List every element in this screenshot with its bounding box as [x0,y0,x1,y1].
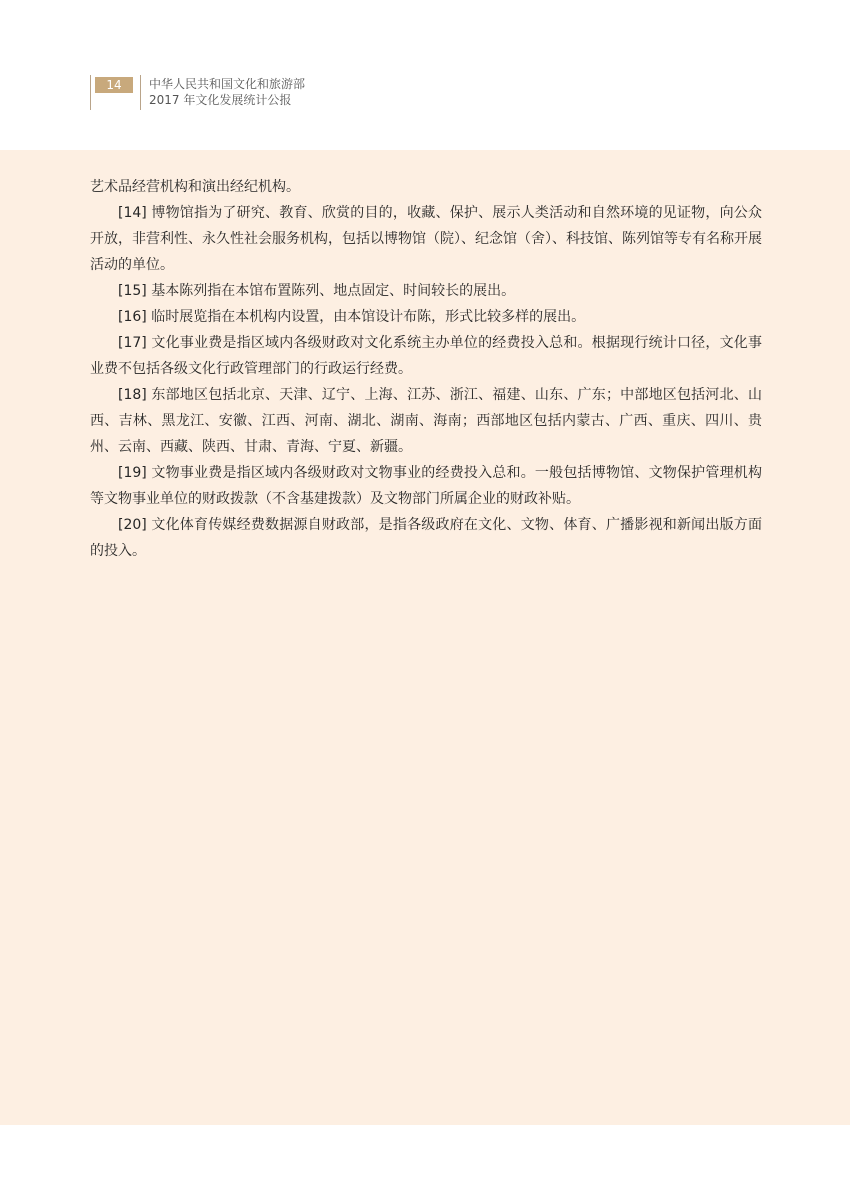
page-number-badge: 14 [95,77,133,93]
notes-text-body [90,174,762,564]
note-continuation: 艺术品经营机构和演出经纪机构。 [90,179,300,195]
note-16-temporary-exhibition: [16] 临时展览指在本机构内设置，由本馆设计布陈，形式比较多样的展出。 [118,309,586,325]
header-divider-left [90,75,91,110]
note-15-basic-exhibition: [15] 基本陈列指在本馆布置陈列、地点固定、时间较长的展出。 [118,283,516,299]
note-19-cultural-relics-expenditure: [19] 文物事业费是指区域内各级财政对文物事业的经费投入总和。一般包括博物馆、文物保护管理机构等文物事业单位的财政拨款（不含基建拨款）及文物部门所属企业的财政补贴。 [90,465,762,507]
publication-title: 2017 年文化发展统计公报 [149,93,292,107]
note-18-regions: [18] 东部地区包括北京、天津、辽宁、上海、江苏、浙江、福建、山东、广东；中部地区包括河北、山西、吉林、黑龙江、安徽、江西、河南、湖北、湖南、海南；西部地区包括内蒙古、广西、重庆、四川、贵州、云南、西藏、陕西、甘肃、青海、宁夏、新疆。 [90,387,762,455]
note-20-culture-sports-media-funding: [20] 文化体育传媒经费数据源自财政部，是指各级政府在文化、文物、体育、广播影视和新闻出版方面的投入。 [90,517,762,559]
note-17-culture-expenditure: [17] 文化事业费是指区域内各级财政对文化系统主办单位的经费投入总和。根据现行统计口径，文化事业费不包括各级文化行政管理部门的行政运行经费。 [90,335,762,377]
note-14-museum: [14] 博物馆指为了研究、教育、欣赏的目的，收藏、保护、展示人类活动和自然环境的见证物，向公众开放，非营利性、永久性社会服务机构，包括以博物馆（院）、纪念馆（舍）、科技馆、陈列馆等专有名称开展活动的单位。 [90,205,762,273]
publication-ministry: 中华人民共和国文化和旅游部 [149,77,306,91]
header-divider-right [140,75,141,110]
page-header [0,0,850,150]
